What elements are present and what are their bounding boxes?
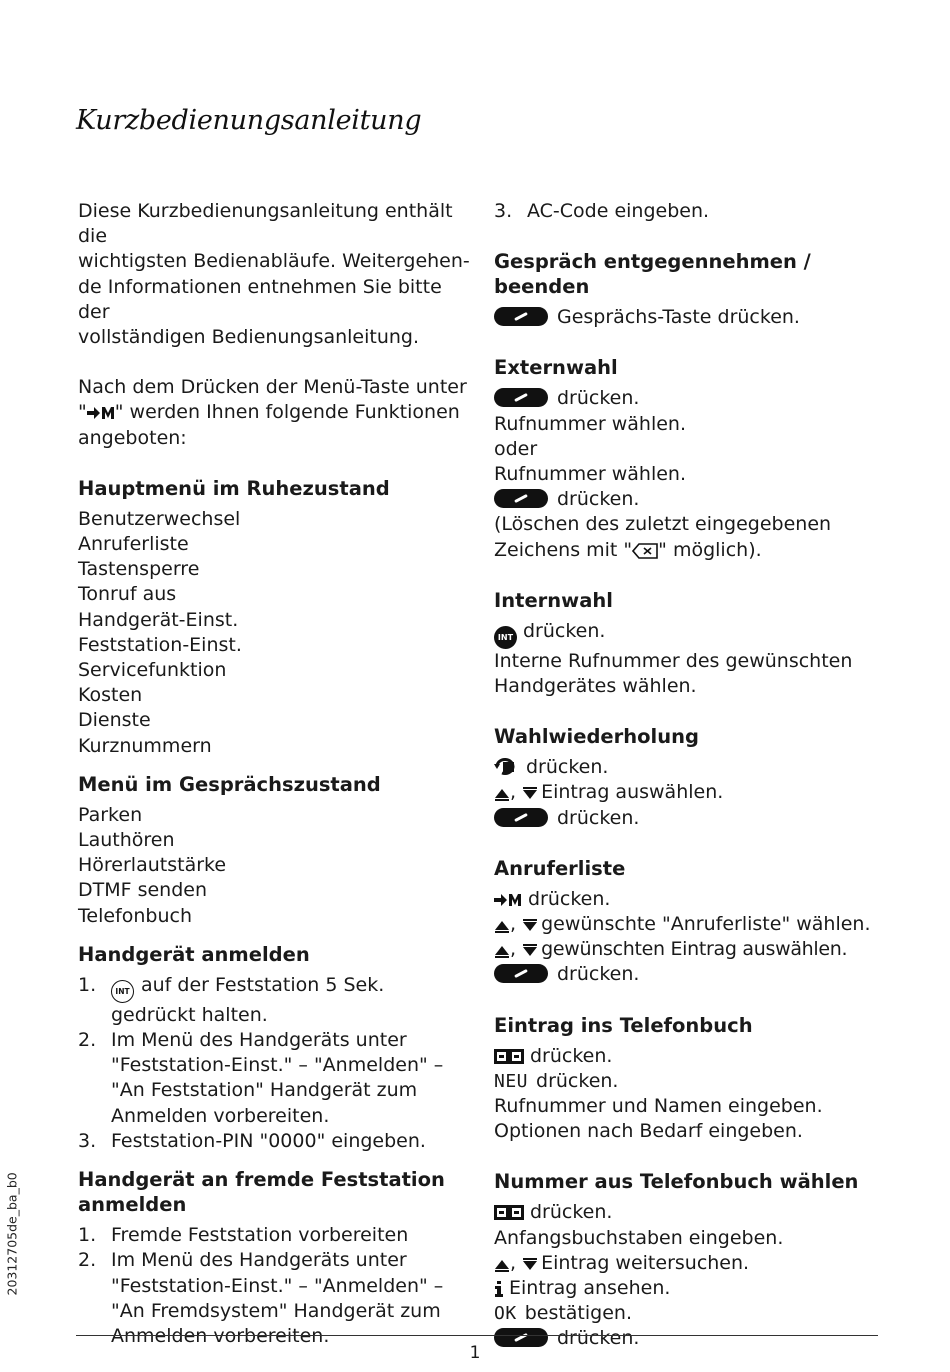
menu-key-icon — [87, 405, 115, 421]
intro-line: wichtigsten Bedienabläufe. Weitergehen- — [78, 250, 470, 273]
list-item: Kurznummern — [78, 734, 212, 757]
instruction-line: , gewünschte "Anruferliste" wählen. — [494, 912, 894, 937]
instruction-line: Rufnummer und Namen eingeben. — [494, 1095, 823, 1118]
left-column — [78, 199, 473, 1349]
phonebook-key-icon — [494, 1203, 524, 1221]
instruction-line: drücken. — [494, 1200, 894, 1225]
menu-intro-line: Nach dem Drücken der Menü-Taste unter — [78, 376, 467, 399]
intro-line: Diese Kurzbedienungsanleitung enthält die — [78, 200, 453, 248]
document-code: 20312705de_ba_b0 — [4, 1172, 20, 1296]
instruction-line: Eintrag ansehen. — [494, 1276, 894, 1301]
int-key-icon: INT — [494, 626, 517, 649]
section-heading-external: Externwahl — [494, 356, 618, 380]
section-heading-call-menu: Menü im Gesprächszustand — [78, 772, 381, 796]
call-key-icon — [494, 808, 548, 827]
up-arrow-icon — [494, 785, 510, 801]
backspace-icon — [632, 543, 658, 559]
instruction-line: Optionen nach Bedarf eingeben. — [494, 1120, 803, 1143]
instruction-line: INT drücken. — [494, 619, 894, 649]
up-arrow-icon — [494, 942, 510, 958]
menu-key-icon — [494, 892, 522, 908]
list-item: Kosten — [78, 684, 143, 707]
list-item: Benutzerwechsel — [78, 507, 241, 530]
list-item: Hörerlautstärke — [78, 854, 227, 877]
ok-softkey-label: OK — [494, 1303, 517, 1325]
instruction-line: (Löschen des zuletzt eingegebenen — [494, 513, 832, 536]
list-item: DTMF senden — [78, 879, 208, 902]
call-key-icon — [494, 388, 548, 407]
list-item: Tastensperre — [78, 558, 200, 581]
neu-softkey-label: NEU — [494, 1070, 529, 1092]
call-key-icon — [494, 489, 548, 508]
instruction-line: drücken. — [494, 887, 894, 912]
list-item: Anruferliste — [78, 533, 189, 556]
list-item: Servicefunktion — [78, 659, 227, 682]
section-heading-foreign: Handgerät an fremde Feststation anmelden — [78, 1168, 445, 1217]
intro-line: vollständigen Bedienungsanleitung. — [78, 326, 420, 349]
numbered-step: 3. Feststation-PIN "0000" eingeben. — [78, 1129, 426, 1152]
down-arrow-icon — [522, 785, 538, 801]
phonebook-key-icon — [494, 1047, 524, 1065]
call-key-icon — [494, 964, 548, 983]
section-heading-phonebook-dial: Nummer aus Telefonbuch wählen — [494, 1170, 859, 1194]
numbered-step: 1. Fremde Feststation vorbereiten — [78, 1224, 409, 1247]
instruction-line: drücken. — [494, 487, 894, 512]
up-arrow-icon — [494, 1256, 510, 1272]
instruction-line: Handgerätes wählen. — [494, 675, 697, 698]
info-icon — [494, 1281, 504, 1297]
down-arrow-icon — [522, 942, 538, 958]
list-item: Feststation-Einst. — [78, 633, 242, 656]
int-key-icon: INT — [111, 980, 134, 1003]
instruction-line: drücken. — [494, 386, 894, 411]
instruction-line: drücken. — [494, 1044, 894, 1069]
instruction-line: drücken. — [494, 1326, 894, 1351]
list-item: Telefonbuch — [78, 904, 192, 927]
numbered-step: 1. INT auf der Feststation 5 Sek. gedrückt halten. — [78, 973, 385, 1026]
up-arrow-icon — [494, 917, 510, 933]
instruction-line: OK bestätigen. — [494, 1302, 632, 1325]
instruction-line: Rufnummer wählen. — [494, 412, 686, 435]
list-item: Handgerät-Einst. — [78, 608, 239, 631]
instruction-line: drücken. — [494, 806, 894, 831]
instruction-line: Interne Rufnummer des gewünschten — [494, 649, 853, 672]
menu-intro-line: angeboten: — [78, 426, 187, 449]
down-arrow-icon — [522, 917, 538, 933]
numbered-step: 2. Im Menü des Handgeräts unter "Feststation-Einst." – "Anmelden" – "An Feststation" Handgerät zum Anmelden vorbereiten. — [78, 1029, 444, 1127]
numbered-step: 3. AC-Code eingeben. — [494, 200, 710, 222]
instruction-line: Rufnummer wählen. — [494, 463, 686, 486]
list-item: Parken — [78, 803, 143, 826]
section-heading-register: Handgerät anmelden — [78, 942, 310, 966]
instruction-line: Gesprächs-Taste drücken. — [494, 305, 894, 330]
instruction-line: drücken. — [494, 755, 894, 780]
instruction-line: drücken. — [494, 962, 894, 987]
section-heading-internal: Internwahl — [494, 588, 613, 612]
instruction-line: NEU drücken. — [494, 1069, 619, 1092]
page-title: Kurzbedienungsanleitung — [76, 105, 422, 136]
intro-line: de Informationen entnehmen Sie bitte der — [78, 275, 442, 323]
numbered-step: 2. Im Menü des Handgeräts unter "Feststation-Einst." – "Anmelden" – "An Fremdsystem" Handgerät zum Anmelden vorbereiten. — [78, 1249, 444, 1347]
list-item: Tonruf aus — [78, 583, 177, 606]
section-heading-answer: Gespräch entgegennehmen / beenden — [494, 250, 811, 299]
call-key-icon — [494, 307, 548, 326]
section-heading-callers: Anruferliste — [494, 856, 626, 880]
section-heading-redial: Wahlwiederholung — [494, 725, 699, 749]
redial-key-icon — [494, 758, 520, 776]
section-heading-phonebook-add: Eintrag ins Telefonbuch — [494, 1013, 753, 1037]
right-column — [494, 199, 894, 1352]
instruction-line: Anfangsbuchstaben eingeben. — [494, 1226, 784, 1249]
instruction-line: , Eintrag auswählen. — [494, 780, 894, 805]
instruction-line: , gewünschten Eintrag auswählen. — [494, 937, 894, 962]
page-number: 1 — [469, 1343, 481, 1363]
instruction-line: oder — [494, 437, 538, 460]
instruction-line: , Eintrag weitersuchen. — [494, 1251, 894, 1276]
menu-intro-line: " " werden Ihnen folgende Funktionen — [78, 401, 460, 424]
section-heading-main-menu: Hauptmenü im Ruhezustand — [78, 476, 390, 500]
down-arrow-icon — [522, 1256, 538, 1272]
footer-divider — [76, 1335, 878, 1336]
instruction-line: Zeichens mit " " möglich). — [494, 538, 762, 561]
list-item: Lauthören — [78, 829, 175, 852]
list-item: Dienste — [78, 709, 151, 732]
